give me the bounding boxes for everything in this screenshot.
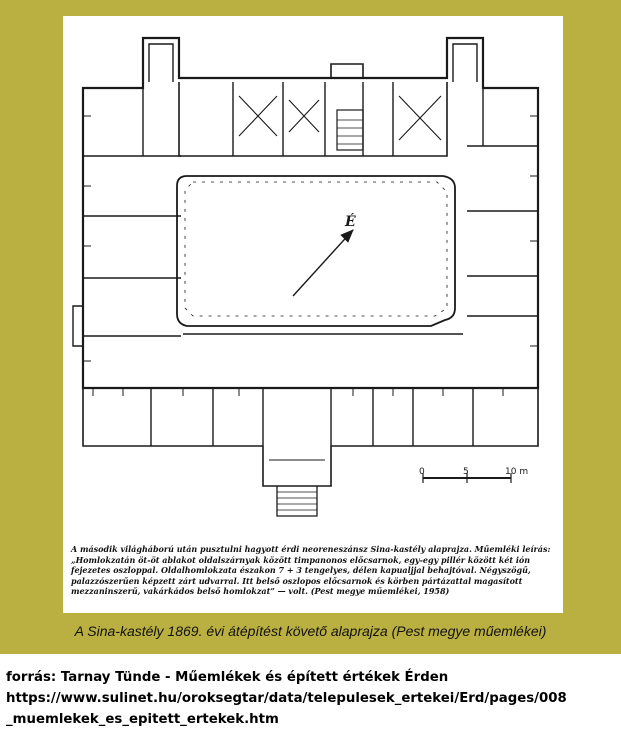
- scale-tick-10m: 10 m: [505, 467, 529, 477]
- figure-caption: A Sina-kastély 1869. évi átépítést követő alaprajza (Pest megye műemlékei): [74, 623, 547, 639]
- north-label: É: [345, 214, 356, 230]
- scale-tick-0: 0: [419, 467, 425, 477]
- floor-plan-image: [63, 16, 563, 613]
- floor-plan-drawing: [63, 16, 563, 536]
- source-url-line: https://www.sulinet.hu/oroksegtar/data/telepulesek_ertekei/Erd/pages/008: [6, 691, 567, 706]
- scale-tick-5: 5: [463, 467, 469, 477]
- plan-description: A második világháború után pusztulni hagyott érdi neoreneszánsz Sina-kastély alaprajza. Műemléki leírás: „Homlokzatán öt-öt ablakot oldalszárnyak között timpanonos előcsarnok, egy-egy pillér között két ión fejezetes oszloppal. Oldalhomlokzata északon 7 + 3 tengelyes, délen kapualjjal behajtóval. Négyszögű, palazzószerűen képzett zárt udvarral. Itt belső oszlopos előcsarnok és körben pártázattal magasított mezzaninszerű, vakárkádos belső homlokzat” — volt. (Pest megye műemlékei, 1958): [71, 544, 551, 596]
- source-credit: [6, 667, 616, 730]
- source-line: forrás: Tarnay Tünde - Műemlékek és épített értékek Érden: [6, 670, 449, 685]
- source-url-line-continued: _muemlekek_es_epitett_ertekek.htm: [6, 712, 279, 727]
